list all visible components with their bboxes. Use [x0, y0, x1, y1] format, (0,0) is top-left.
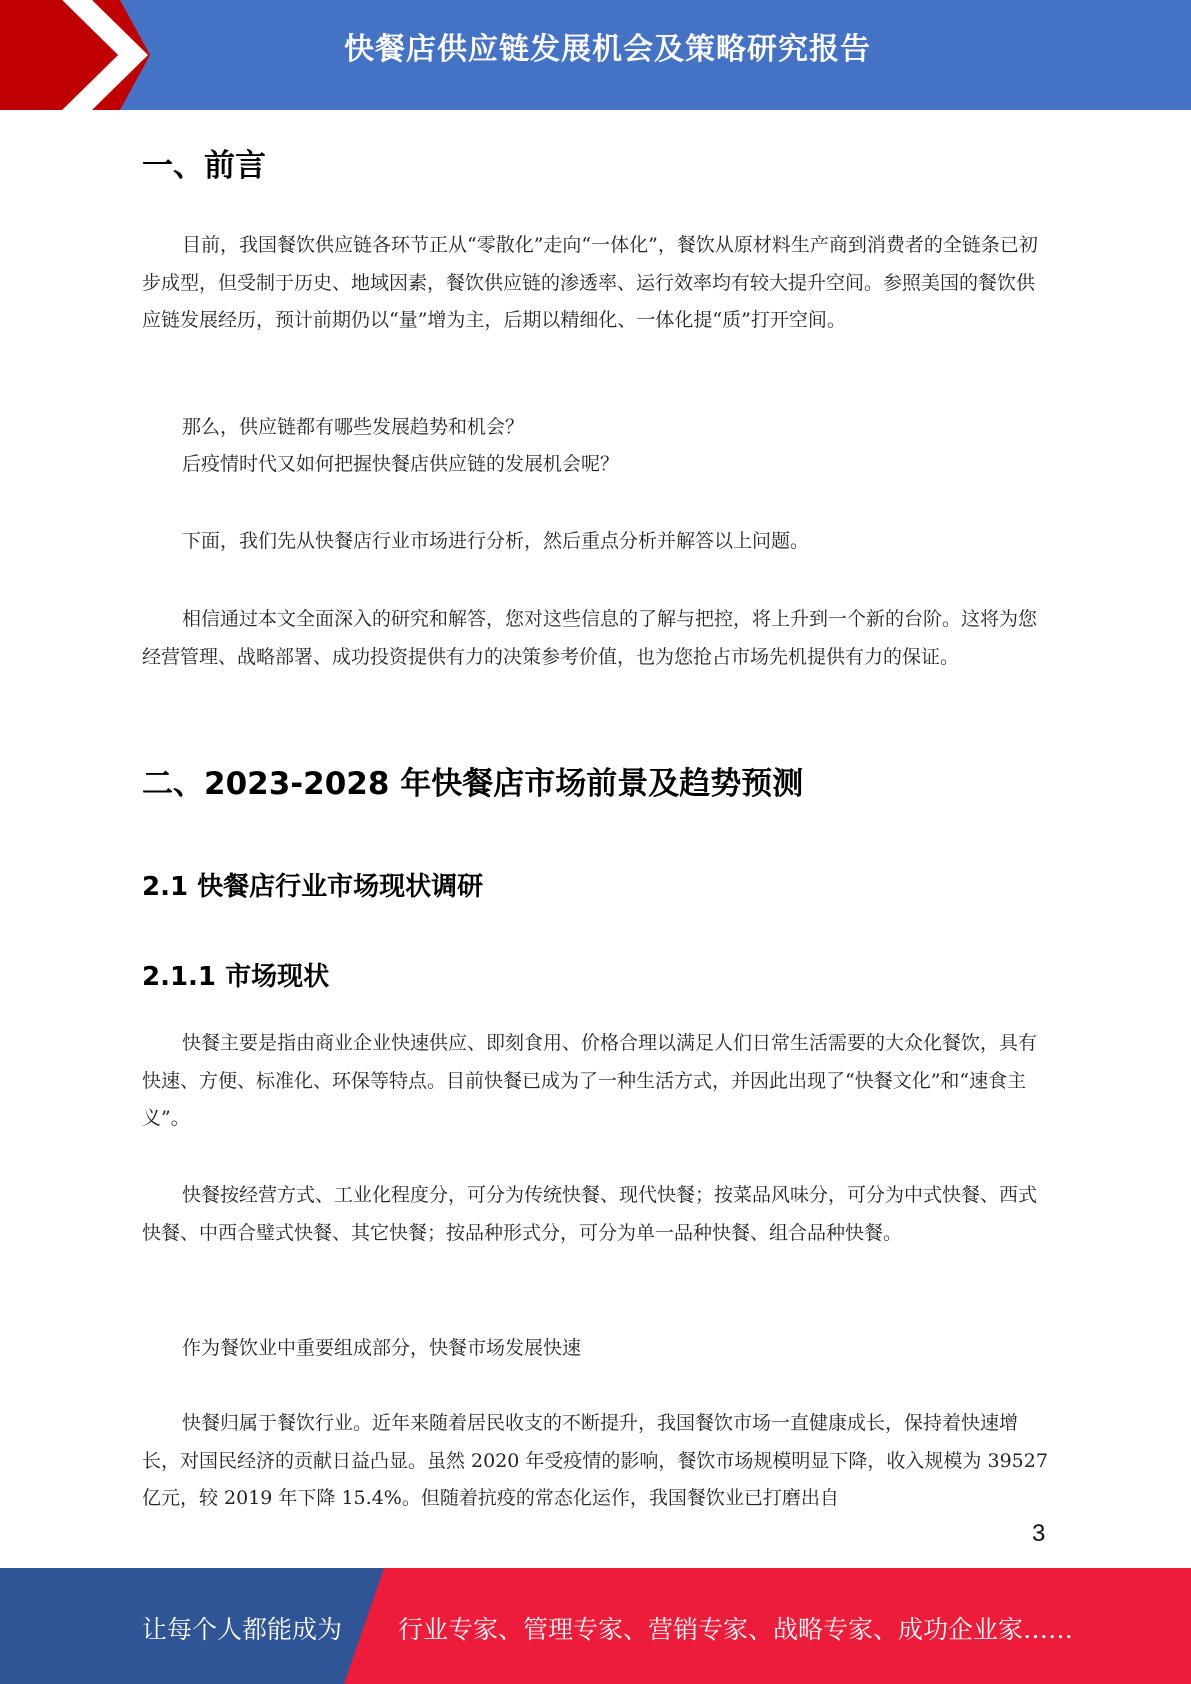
page-number: 3: [1032, 1520, 1046, 1547]
paragraph: 那么，供应链都有哪些发展趋势和机会？: [182, 416, 525, 438]
footer-titles: 行业专家、管理专家、营销专家、战略专家、成功企业家……: [398, 1615, 1074, 1644]
paragraph: 快餐主要是指由商业企业快速供应、即刻食用、价格合理以满足人们日常生活需要的大众化餐饮，具有快速、方便、标准化、环保等特点。目前快餐已成为了一种生活方式，并因此出现了“快餐文化”和“速食主义”。: [142, 1032, 1038, 1129]
paragraph: 下面，我们先从快餐店行业市场进行分析，然后重点分析并解答以上问题。: [182, 530, 810, 552]
page-header: [0, 0, 1191, 110]
paragraph: 相信通过本文全面深入的研究和解答，您对这些信息的了解与把控，将上升到一个新的台阶。这将为您经营管理、战略部署、成功投资提供有力的决策参考价值，也为您抢占市场先机提供有力的保证。: [142, 608, 1038, 668]
section-heading-preface: 一、前言: [142, 148, 266, 184]
paragraph: 目前，我国餐饮供应链各环节正从“零散化”走向“一体化”，餐饮从原材料生产商到消费者的全链条已初步成型，但受制于历史、地域因素，餐饮供应链的渗透率、运行效率均有较大提升空间。参照美国的餐饮供应链发展经历，预计前期仍以“量”增为主，后期以精细化、一体化提“质”打开空间。: [142, 234, 1038, 331]
paragraph: 快餐归属于餐饮行业。近年来随着居民收支的不断提升，我国餐饮市场一直健康成长，保持着快速增长，对国民经济的贡献日益凸显。虽然 2020 年受疫情的影响，餐饮市场规模明显下降，收入规模为 39527 亿元，较 2019 年下降 15.4%。但随着抗疫的常态化运作，我国餐饮业已打磨出自: [142, 1412, 1048, 1509]
subsection-heading: 2.1.1 市场现状: [142, 962, 330, 992]
header-title: 快餐店供应链发展机会及策略研究报告: [344, 32, 871, 67]
footer-slogan: 让每个人都能成为: [142, 1615, 343, 1644]
paragraph: 后疫情时代又如何把握快餐店供应链的发展机会呢？: [182, 453, 620, 475]
paragraph: 作为餐饮业中重要组成部分，快餐市场发展快速: [182, 1337, 582, 1359]
subsection-heading: 2.1 快餐店行业市场现状调研: [142, 872, 484, 902]
paragraph: 快餐按经营方式、工业化程度分，可分为传统快餐、现代快餐；按菜品风味分，可分为中式快餐、西式快餐、中西合璧式快餐、其它快餐；按品种形式分，可分为单一品种快餐、组合品种快餐。: [142, 1184, 1038, 1244]
page-footer: [0, 1568, 1191, 1684]
section-heading-forecast: 二、2023-2028 年快餐店市场前景及趋势预测: [142, 766, 804, 802]
